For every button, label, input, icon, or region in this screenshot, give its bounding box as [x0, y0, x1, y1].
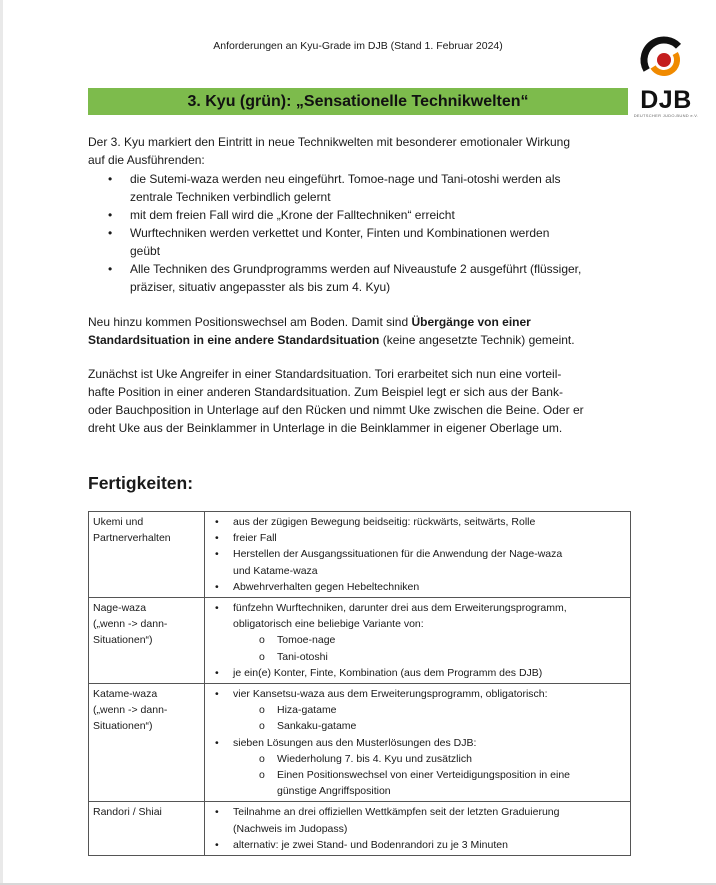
bullet-icon: •	[108, 172, 113, 186]
bullet-text: Alle Techniken des Grundprogramms werden auf Niveaustufe 2 ausgeführt (flüssiger,	[130, 262, 582, 276]
item-text: aus der zügigen Bewegung beidseitig: rückwärts, seitwärts, Rolle	[233, 516, 536, 528]
item-text: und Katame-waza	[233, 564, 318, 577]
paragraph-line	[88, 313, 633, 331]
table-sub-item	[209, 649, 627, 665]
sub-item-text: Einen Positionswechsel von einer Verteidigungsposition in eine	[277, 769, 571, 782]
item-text: freier Fall	[233, 532, 277, 545]
item-text: je ein(e) Konter, Finte, Kombination (aus dem Programm des DJB)	[233, 666, 543, 679]
table-list-item	[209, 530, 627, 546]
item-text: vier Kansetsu-waza aus dem Erweiterungsprogramm, obligatorisch:	[233, 688, 548, 701]
bullet-item	[88, 206, 633, 224]
bullet-icon: •	[215, 688, 219, 701]
circle-bullet-icon: o	[259, 752, 265, 765]
table-list-item	[209, 837, 627, 853]
paragraph-line: oder Bauchposition in Unterlage auf den Rücken und nimmt Uke zwischen die Beine. Oder er	[88, 403, 584, 417]
item-text: obligatorisch eine beliebige Variante von:	[233, 618, 424, 631]
items-cell	[205, 598, 631, 684]
bullet-icon: •	[215, 736, 219, 749]
bullet-item	[88, 170, 633, 206]
title-bar	[88, 88, 628, 115]
example-paragraph	[88, 365, 633, 437]
bullet-item	[88, 260, 633, 296]
sub-item-text: Hiza-gatame	[277, 704, 337, 717]
circle-bullet-icon: o	[259, 720, 265, 733]
item-text: Teilnahme an drei offiziellen Wettkämpfen seit der letzten Graduierung	[233, 806, 560, 819]
sub-item-text: Wiederholung 7. bis 4. Kyu und zusätzlich	[277, 752, 472, 765]
section-heading-skills: Fertigkeiten:	[88, 473, 194, 493]
running-header: Anforderungen an Kyu-Grade im DJB (Stand 1. Februar 2024)	[213, 40, 503, 52]
category-label: („wenn -> dann-	[93, 618, 168, 631]
table-sub-item	[209, 767, 627, 799]
category-label: Situationen“)	[93, 720, 153, 733]
intro-line: auf die Ausführenden:	[88, 153, 205, 167]
circle-bullet-icon: o	[259, 634, 265, 647]
table-sub-item	[209, 751, 627, 767]
items-cell	[205, 684, 631, 802]
category-cell	[89, 598, 205, 684]
circle-bullet-icon: o	[259, 650, 265, 663]
djb-emblem-icon	[632, 32, 700, 88]
skills-table	[88, 511, 631, 856]
bullet-icon: •	[215, 532, 219, 545]
circle-bullet-icon: o	[259, 769, 265, 782]
djb-logo	[632, 32, 700, 118]
category-label: Katame-waza	[93, 688, 158, 701]
category-label: Ukemi und	[93, 516, 144, 528]
table-sub-item	[209, 632, 627, 648]
bullet-icon: •	[108, 226, 113, 240]
table-row	[89, 684, 631, 802]
table-row	[89, 598, 631, 684]
paragraph-line: hafte Position in einer anderen Standardsituation. Zum Beispiel legt er sich aus der Bank-	[88, 385, 563, 399]
page-title: 3. Kyu (grün): „Sensationelle Technikwelten“	[187, 93, 529, 110]
intro-bullet-list	[88, 170, 633, 296]
item-text: Herstellen der Ausgangssituationen für die Anwendung der Nage-waza	[233, 548, 563, 561]
item-text: (Nachweis im Judopass)	[233, 822, 348, 835]
category-label: („wenn -> dann-	[93, 704, 168, 717]
bullet-text: präziser, situativ angepasster als bis zum 4. Kyu)	[130, 280, 391, 294]
table-list-item	[209, 735, 627, 751]
bullet-text: mit dem freien Fall wird die „Krone der Falltechniken“ erreicht	[130, 208, 455, 222]
bullet-text: zentrale Techniken verbindlich gelernt	[130, 190, 331, 204]
item-text: sieben Lösungen aus den Musterlösungen des DJB:	[233, 736, 477, 749]
circle-bullet-icon: o	[259, 704, 265, 717]
bullet-icon: •	[108, 262, 113, 276]
item-text: alternativ: je zwei Stand- und Bodenrandori zu je 3 Minuten	[233, 838, 508, 851]
bullet-icon: •	[215, 516, 219, 528]
category-cell	[89, 802, 205, 856]
paragraph-line: dreht Uke aus der Beinklammer in Unterlage in die Beinklammer in eigener Oberlage um.	[88, 421, 563, 435]
bullet-text: die Sutemi-waza werden neu eingeführt. Tomoe-nage und Tani-otoshi werden als	[130, 172, 561, 186]
category-label: Nage-waza	[93, 602, 147, 615]
table-list-item	[209, 686, 627, 702]
sub-item-text: günstige Angriffsposition	[277, 785, 391, 798]
bullet-item	[88, 224, 633, 260]
logo-subtext: DEUTSCHER JUDO-BUND e.V.	[633, 113, 699, 118]
category-cell	[89, 512, 205, 598]
bold-text: Übergänge von einer	[411, 315, 531, 329]
bullet-icon: •	[215, 602, 219, 615]
items-cell	[205, 512, 631, 598]
table-list-item	[209, 804, 627, 836]
paragraph-text: Neu hinzu kommen Positionswechsel am Boden. Damit sind	[88, 315, 412, 329]
table-sub-item	[209, 718, 627, 734]
item-text: fünfzehn Wurftechniken, darunter drei aus dem Erweiterungsprogramm,	[233, 602, 567, 615]
bullet-text: Wurftechniken werden verkettet und Konter, Finten und Kombinationen werden	[130, 226, 550, 240]
table-list-item	[209, 514, 627, 530]
table-row	[89, 512, 631, 598]
bullet-icon: •	[108, 208, 113, 222]
logo-text: DJB	[640, 86, 692, 114]
intro-line: Der 3. Kyu markiert den Eintritt in neue Technikwelten mit besonderer emotionaler Wirkung	[88, 135, 571, 149]
bullet-icon: •	[215, 806, 219, 819]
category-label: Partnerverhalten	[93, 532, 171, 545]
table-row	[89, 802, 631, 856]
bullet-text: geübt	[130, 244, 161, 258]
sub-item-text: Tomoe-nage	[277, 634, 336, 647]
bullet-icon: •	[215, 548, 219, 561]
intro-paragraph	[88, 133, 633, 169]
bullet-icon: •	[215, 838, 219, 851]
category-cell	[89, 684, 205, 802]
paragraph-line: Zunächst ist Uke Angreifer in einer Standardsituation. Tori erarbeitet sich nun eine vorteil-	[88, 367, 562, 381]
category-label: Randori / Shiai	[93, 806, 162, 819]
table-list-item	[209, 665, 627, 681]
table-list-item	[209, 546, 627, 578]
bullet-icon: •	[215, 580, 219, 593]
items-cell	[205, 802, 631, 856]
transitions-paragraph	[88, 313, 633, 349]
category-label: Situationen“)	[93, 634, 153, 647]
item-text: Abwehrverhalten gegen Hebeltechniken	[233, 580, 420, 593]
bullet-icon: •	[215, 666, 219, 679]
table-list-item	[209, 600, 627, 632]
sub-item-text: Sankaku-gatame	[277, 720, 357, 733]
page-edge	[0, 0, 3, 885]
paragraph-line	[88, 331, 633, 349]
table-sub-item	[209, 702, 627, 718]
sub-item-text: Tani-otoshi	[277, 650, 328, 663]
bold-text: Standardsituation in eine andere Standardsituation	[88, 333, 380, 347]
paragraph-text: (keine angesetzte Technik) gemeint.	[379, 333, 575, 347]
table-list-item	[209, 579, 627, 595]
